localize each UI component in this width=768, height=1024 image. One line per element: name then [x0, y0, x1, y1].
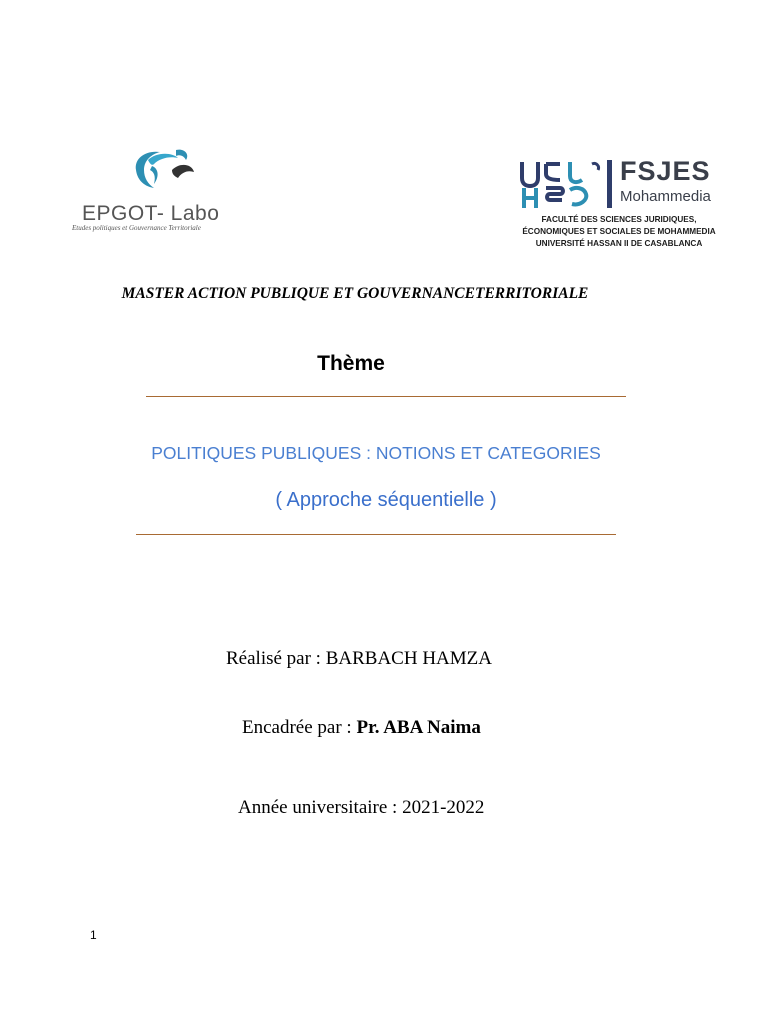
academic-year-label: Année universitaire : — [238, 797, 403, 818]
fsjes-line-3: UNIVERSITÉ HASSAN II DE CASABLANCA — [535, 239, 703, 248]
approach-subtitle: ( Approche séquentielle ) — [275, 489, 497, 511]
author-label: Réalisé par : — [226, 648, 326, 669]
fsjes-line-1: FACULTÉ DES SCIENCES JURIDIQUES, — [541, 215, 697, 224]
title-rule-top — [146, 396, 626, 397]
fsjes-logo — [514, 158, 734, 258]
supervisor-name: Pr. ABA Naima — [356, 717, 481, 738]
fsjes-divider — [607, 160, 612, 208]
epgot-name: EPGOT- Labo — [82, 202, 220, 225]
topic-title: POLITIQUES PUBLIQUES : NOTIONS ET CATEGORIES — [151, 443, 601, 463]
fsjes-city: Mohammedia — [620, 188, 711, 205]
master-title-text: MASTER ACTION PUBLIQUE ET GOUVERNANCETERRITORIALE — [121, 285, 589, 302]
uh2c-emblem-icon — [520, 160, 606, 210]
page-number: 1 — [90, 928, 97, 942]
author-line — [226, 648, 492, 670]
author-name: BARBACH HAMZA — [325, 648, 492, 669]
academic-year-value: 2021-2022 — [402, 797, 485, 818]
supervisor-line — [242, 717, 481, 739]
fsjes-name: FSJES — [620, 156, 711, 186]
fsjes-line-2: ÉCONOMIQUES ET SOCIALES DE MOHAMMEDIA — [522, 227, 716, 236]
title-rule-bottom — [136, 534, 616, 535]
theme-label: Thème — [317, 352, 385, 375]
epgot-logo — [70, 148, 270, 240]
master-title — [0, 285, 710, 303]
academic-year-line — [238, 797, 484, 819]
supervisor-label: Encadrée par : — [242, 717, 357, 738]
epgot-emblem-icon — [132, 148, 202, 192]
epgot-tagline: Etudes politiques et Gouvernance Territoriale — [72, 224, 201, 232]
